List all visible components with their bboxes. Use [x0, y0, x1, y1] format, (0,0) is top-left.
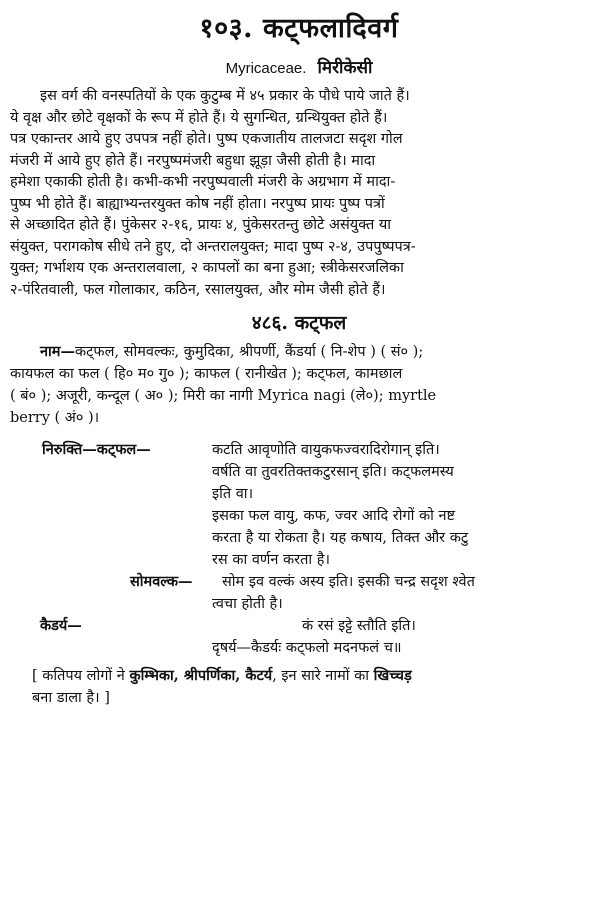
intro-line: ये वृक्ष और छोटे वृक्षकों के रूप में होते हैं। ये सुगन्धित, ग्रन्थियुक्त होते हैं।: [10, 109, 388, 126]
footnote-bold-word: खिच्चड़: [373, 667, 412, 684]
etymology-text: कं रसं इट्टे स्तौति इति।: [302, 618, 416, 634]
names-line: कायफल का फल ( हि० म० गु० ); काफल ( रानीखेत ); कट्फल, कामछाल: [10, 366, 403, 382]
chapter-title: १०३. कट्फलादिवर्ग: [199, 13, 399, 44]
etymology-label-katphal: निरुक्ति—कट्फल—: [42, 441, 151, 458]
footnote: [10, 665, 588, 709]
family-hindi-name: मिरीकेसी: [317, 58, 373, 78]
names-line: ( बं० ); अजूरी, कन्दूल ( अ० ); मिरी का नागी Myrica nagi (ले०); myrtle: [10, 388, 437, 404]
intro-line: से अच्छादित होते हैं। पुंकेसर २-१६, प्रायः ४, पुंकेसरतन्तु छोटे असंयुक्त या: [10, 217, 392, 233]
etymology-text: वर्षति वा तुवरतिक्तकटुरसान् इति। कट्फलमस्य: [212, 464, 454, 480]
footnote-line: [32, 665, 588, 687]
intro-line: इस वर्ग की वनस्पतियों के एक कुटुम्ब में ४५ प्रकार के पौधे पाये जाते हैं।: [40, 88, 410, 104]
family-latin-name: Myricaceae.: [225, 60, 307, 77]
intro-line: संयुक्त, परागकोष सीधे तने हुए, दो अन्तरालयुक्त; मादा पुष्प २-४, उपपुष्पपत्र-: [10, 238, 416, 255]
intro-line: मंजरी में आये हुए होते हैं। नरपुष्पमंजरी बहुधा झूड़ा जैसी होती है। मादा: [10, 152, 376, 169]
etymology-row: [10, 439, 588, 461]
intro-line: पत्र एकान्तर आये हुए उपपत्र नहीं होते। पुष्प एकजातीय तालजटा सदृश गोल: [10, 131, 403, 147]
etymology-text: इसका फल वायु, कफ, ज्वर आदि रोगों को नष्ट: [212, 508, 456, 524]
etymology-text: दृषर्य—कैडर्यः कट्फलो मदनफलं च॥: [212, 640, 402, 656]
etymology-text: इति वा।: [212, 486, 254, 502]
names-label: नाम—: [40, 343, 75, 360]
names-text: कट्फल, सोमवल्कः, कुमुदिका, श्रीपर्णी, कैंडर्या ( नि-शेप ) ( सं० );: [74, 344, 424, 360]
footnote-text: , इन सारे नामों का: [272, 668, 374, 684]
names-paragraph: [10, 341, 588, 429]
etymology-text: सोम इव वल्कं अस्य इति। इसकी चन्द्र सदृश श्वेत: [222, 574, 475, 590]
etymology-row: [10, 571, 588, 593]
intro-line: युक्त; गर्भाशय एक अन्तरालवाला, २ कापलों का बना हुआ; स्त्रीकेसरजलिका: [10, 260, 404, 276]
etymology-section: [10, 439, 588, 659]
etymology-text: करता है या रोकता है। यह कषाय, तिक्त और कटु: [212, 530, 469, 546]
footnote-bold-names: कुम्भिका, श्रीपर्णिका, कैटर्य: [129, 667, 273, 684]
family-name-line: [10, 55, 588, 78]
intro-line: पुष्प भी होते हैं। बाह्याभ्यन्तरयुक्त कोष नहीं होता। नरपुष्प प्रायः पुष्प पत्रों: [10, 195, 385, 212]
etymology-text: कटति आवृणोति वायुकफज्वरादिरोगान् इति।: [212, 442, 440, 458]
etymology-label-kaidarya: कैडर्य—: [40, 617, 82, 634]
footnote-line: बना डाला है। ]: [32, 690, 110, 706]
names-line: berry ( अं० )।: [10, 410, 100, 426]
names-line: [10, 341, 588, 363]
etymology-text: रस का वर्णन करता है।: [212, 552, 330, 568]
etymology-row: [10, 615, 588, 637]
intro-line: हमेशा एकाकी होती है। कभी-कभी नरपुष्पवाली मंजरी के अग्रभाग में मादा-: [10, 174, 396, 190]
section-title: ४८६. कट्फल: [251, 312, 347, 334]
intro-line: २-पंरितवाली, फल गोलाकार, कठिन, रसालयुक्त, और मोम जैसी होते हैं।: [10, 281, 386, 298]
etymology-label-somvalk: सोमवल्क—: [130, 573, 193, 590]
intro-paragraph: [10, 86, 588, 301]
footnote-text: [ कतिपय लोगों ने: [32, 668, 130, 684]
etymology-text: त्वचा होती है।: [212, 596, 283, 612]
